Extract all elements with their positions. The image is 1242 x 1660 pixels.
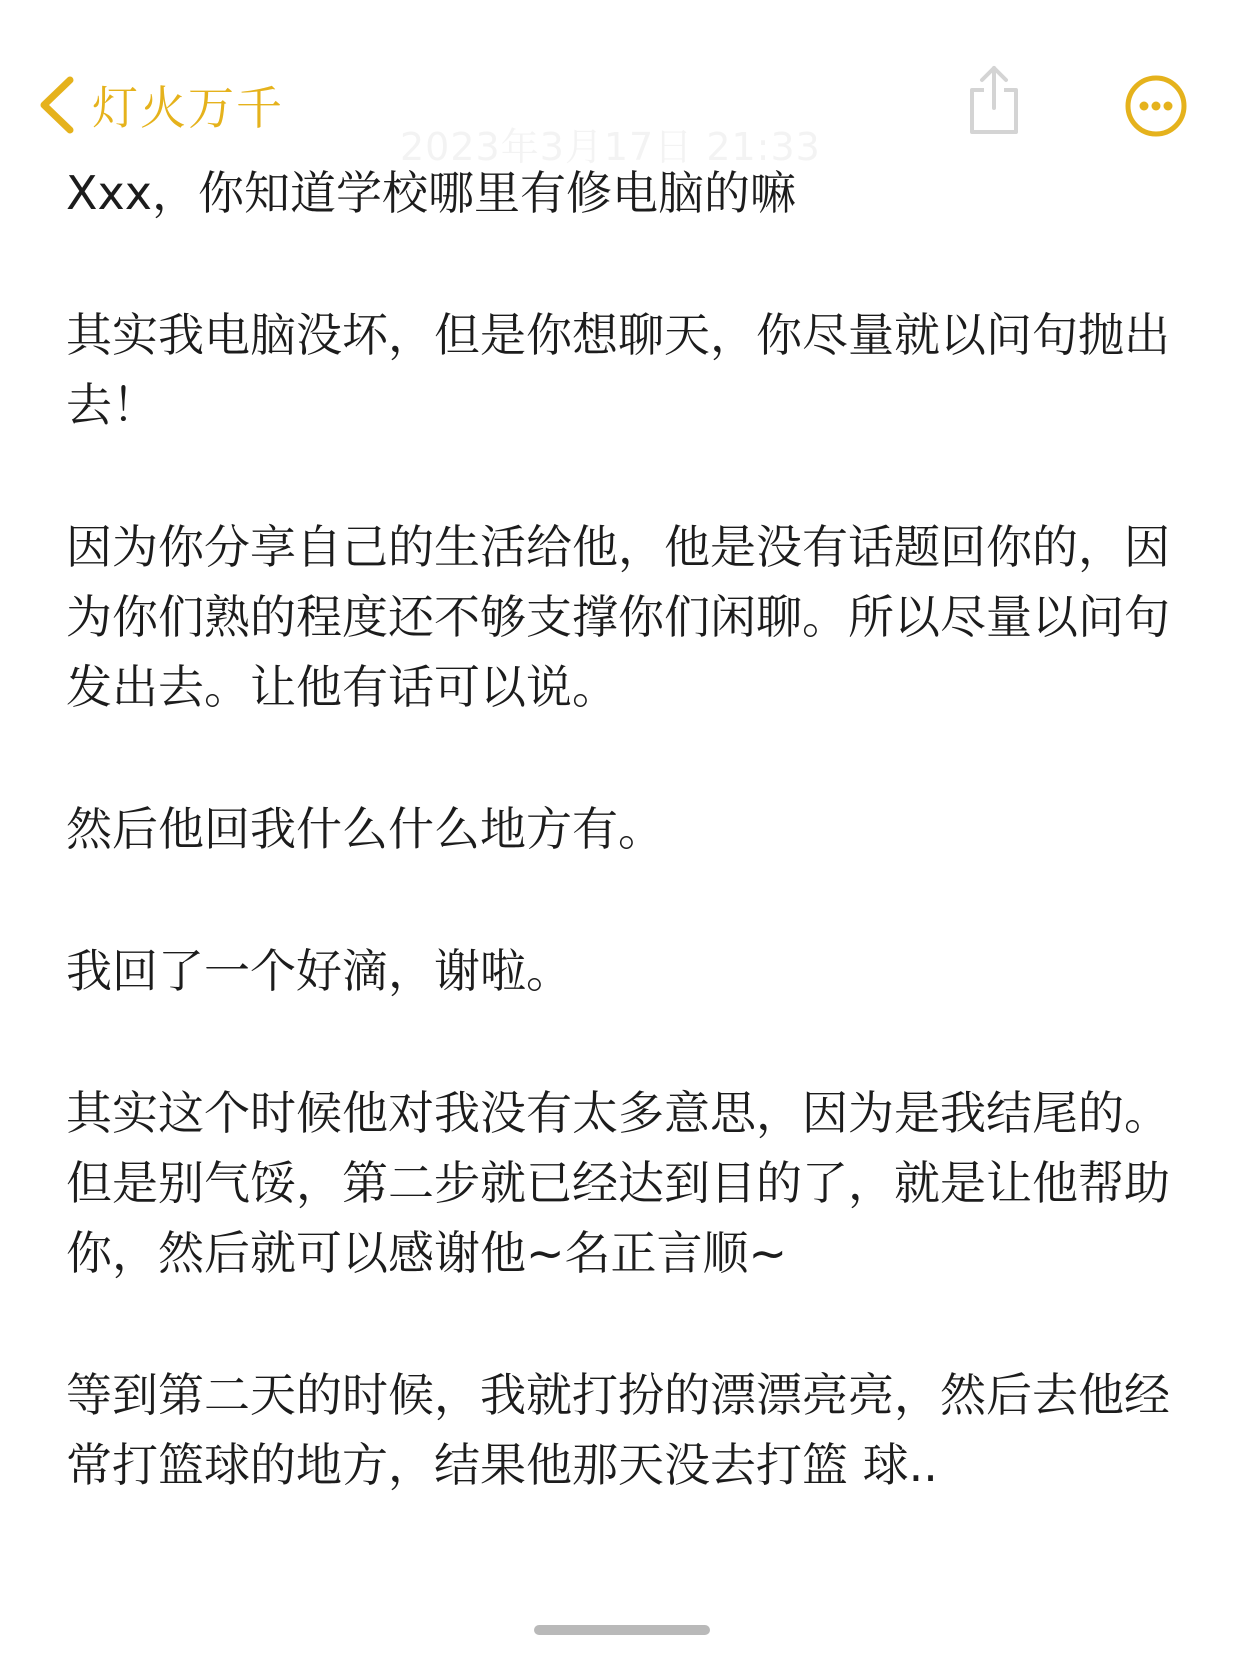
note-paragraph: 其实这个时候他对我没有太多意思，因为是我结尾的。但是别气馁，第二步就已经达到目的了，就是让他帮助你，然后就可以感谢他~名正言顺~	[66, 1086, 1170, 1280]
note-date: 2023年3月17日 21:33	[400, 125, 821, 169]
note-paragraph: 然后他回我什么什么地方有。	[66, 802, 664, 856]
more-icon[interactable]	[1124, 74, 1188, 138]
note-paragraph: 等到第二天的时候，我就打扮的漂漂亮亮，然后去他经常打篮球的地方，结果他那天没去打篮 球..	[66, 1368, 1170, 1492]
note-paragraph: Xxx，你知道学校哪里有修电脑的嘛	[66, 166, 796, 220]
chevron-left-icon	[36, 74, 78, 136]
back-button-label: 灯火万千	[92, 81, 284, 135]
note-paragraph: 我回了一个好滴，谢啦。	[66, 944, 572, 998]
note-paragraph: 因为你分享自己的生活给他，他是没有话题回你的，因为你们熟的程度还不够支撑你们闲聊。所以尽量以问句发出去。让他有话可以说。	[66, 520, 1170, 714]
home-indicator[interactable]	[534, 1625, 710, 1635]
navigation-bar	[0, 0, 1242, 169]
note-paragraph: 其实我电脑没坏，但是你想聊天，你尽量就以问句抛出去！	[66, 308, 1170, 432]
note-body[interactable]	[66, 158, 1196, 1572]
share-icon[interactable]	[964, 62, 1024, 138]
back-button[interactable]	[36, 70, 284, 140]
